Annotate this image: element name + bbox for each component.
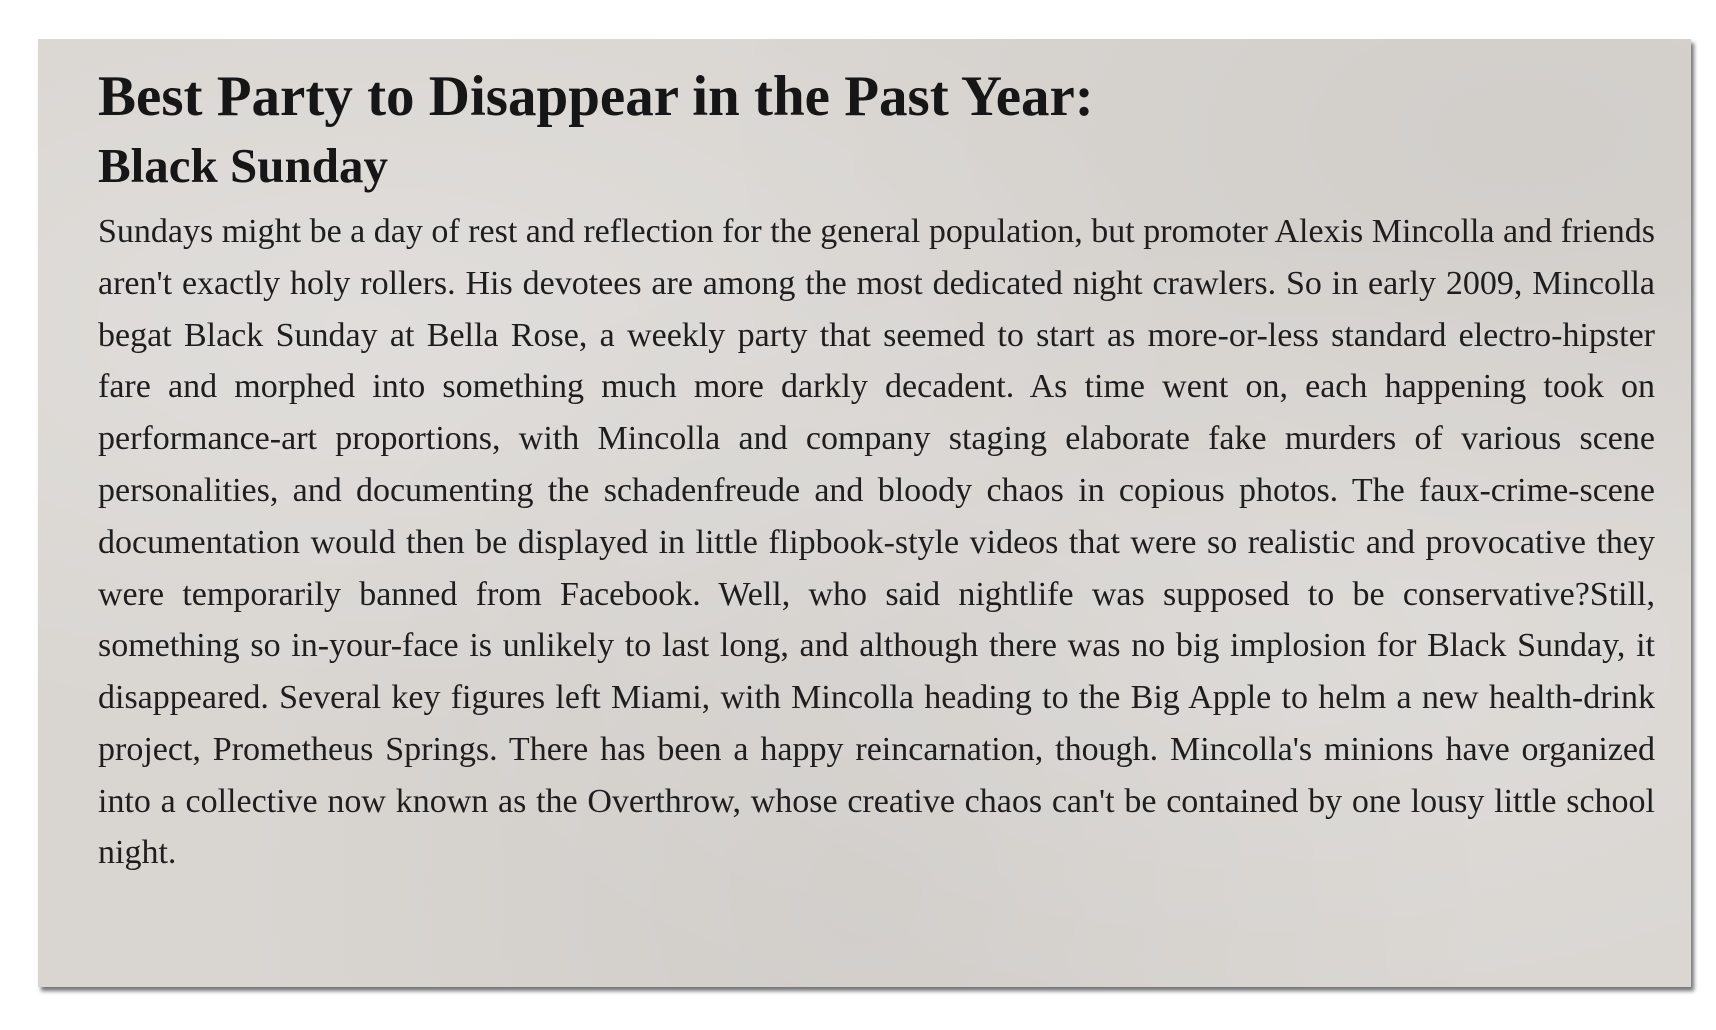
article-card	[38, 39, 1691, 987]
article-title: Best Party to Disappear in the Past Year:	[98, 65, 1094, 128]
article-body: Sundays might be a day of rest and reflection for the general population, but promoter Alexis Mincolla and friends aren't exactly holy rollers. His devotees are among the most dedicated night crawlers. So in early 2009, Mincolla begat Black Sunday at Bella Rose, a weekly party that seemed to start as more-or-less standard electro-hipster fare and morphed into something much more darkly decadent. As time went on, each happening took on performance-art proportions, with Mincolla and company staging elaborate fake murders of various scene personalities, and documenting the schadenfreude and bloody chaos in copious photos. The faux-crime-scene documentation would then be displayed in little flipbook-style videos that were so realistic and provocative they were temporarily banned from Facebook. Well, who said nightlife was supposed to be conservative?Still, something so in-your-face is unlikely to last long, and although there was no big implosion for Black Sunday, it disappeared. Several key figures left Miami, with Mincolla heading to the Big Apple to helm a new health-drink project, Prometheus Springs. There has been a happy reincarnation, though. Mincolla's minions have organized into a collective now known as the Overthrow, whose creative chaos can't be contained by one lousy little school night.	[98, 212, 1655, 872]
article-subtitle: Black Sunday	[98, 138, 389, 194]
